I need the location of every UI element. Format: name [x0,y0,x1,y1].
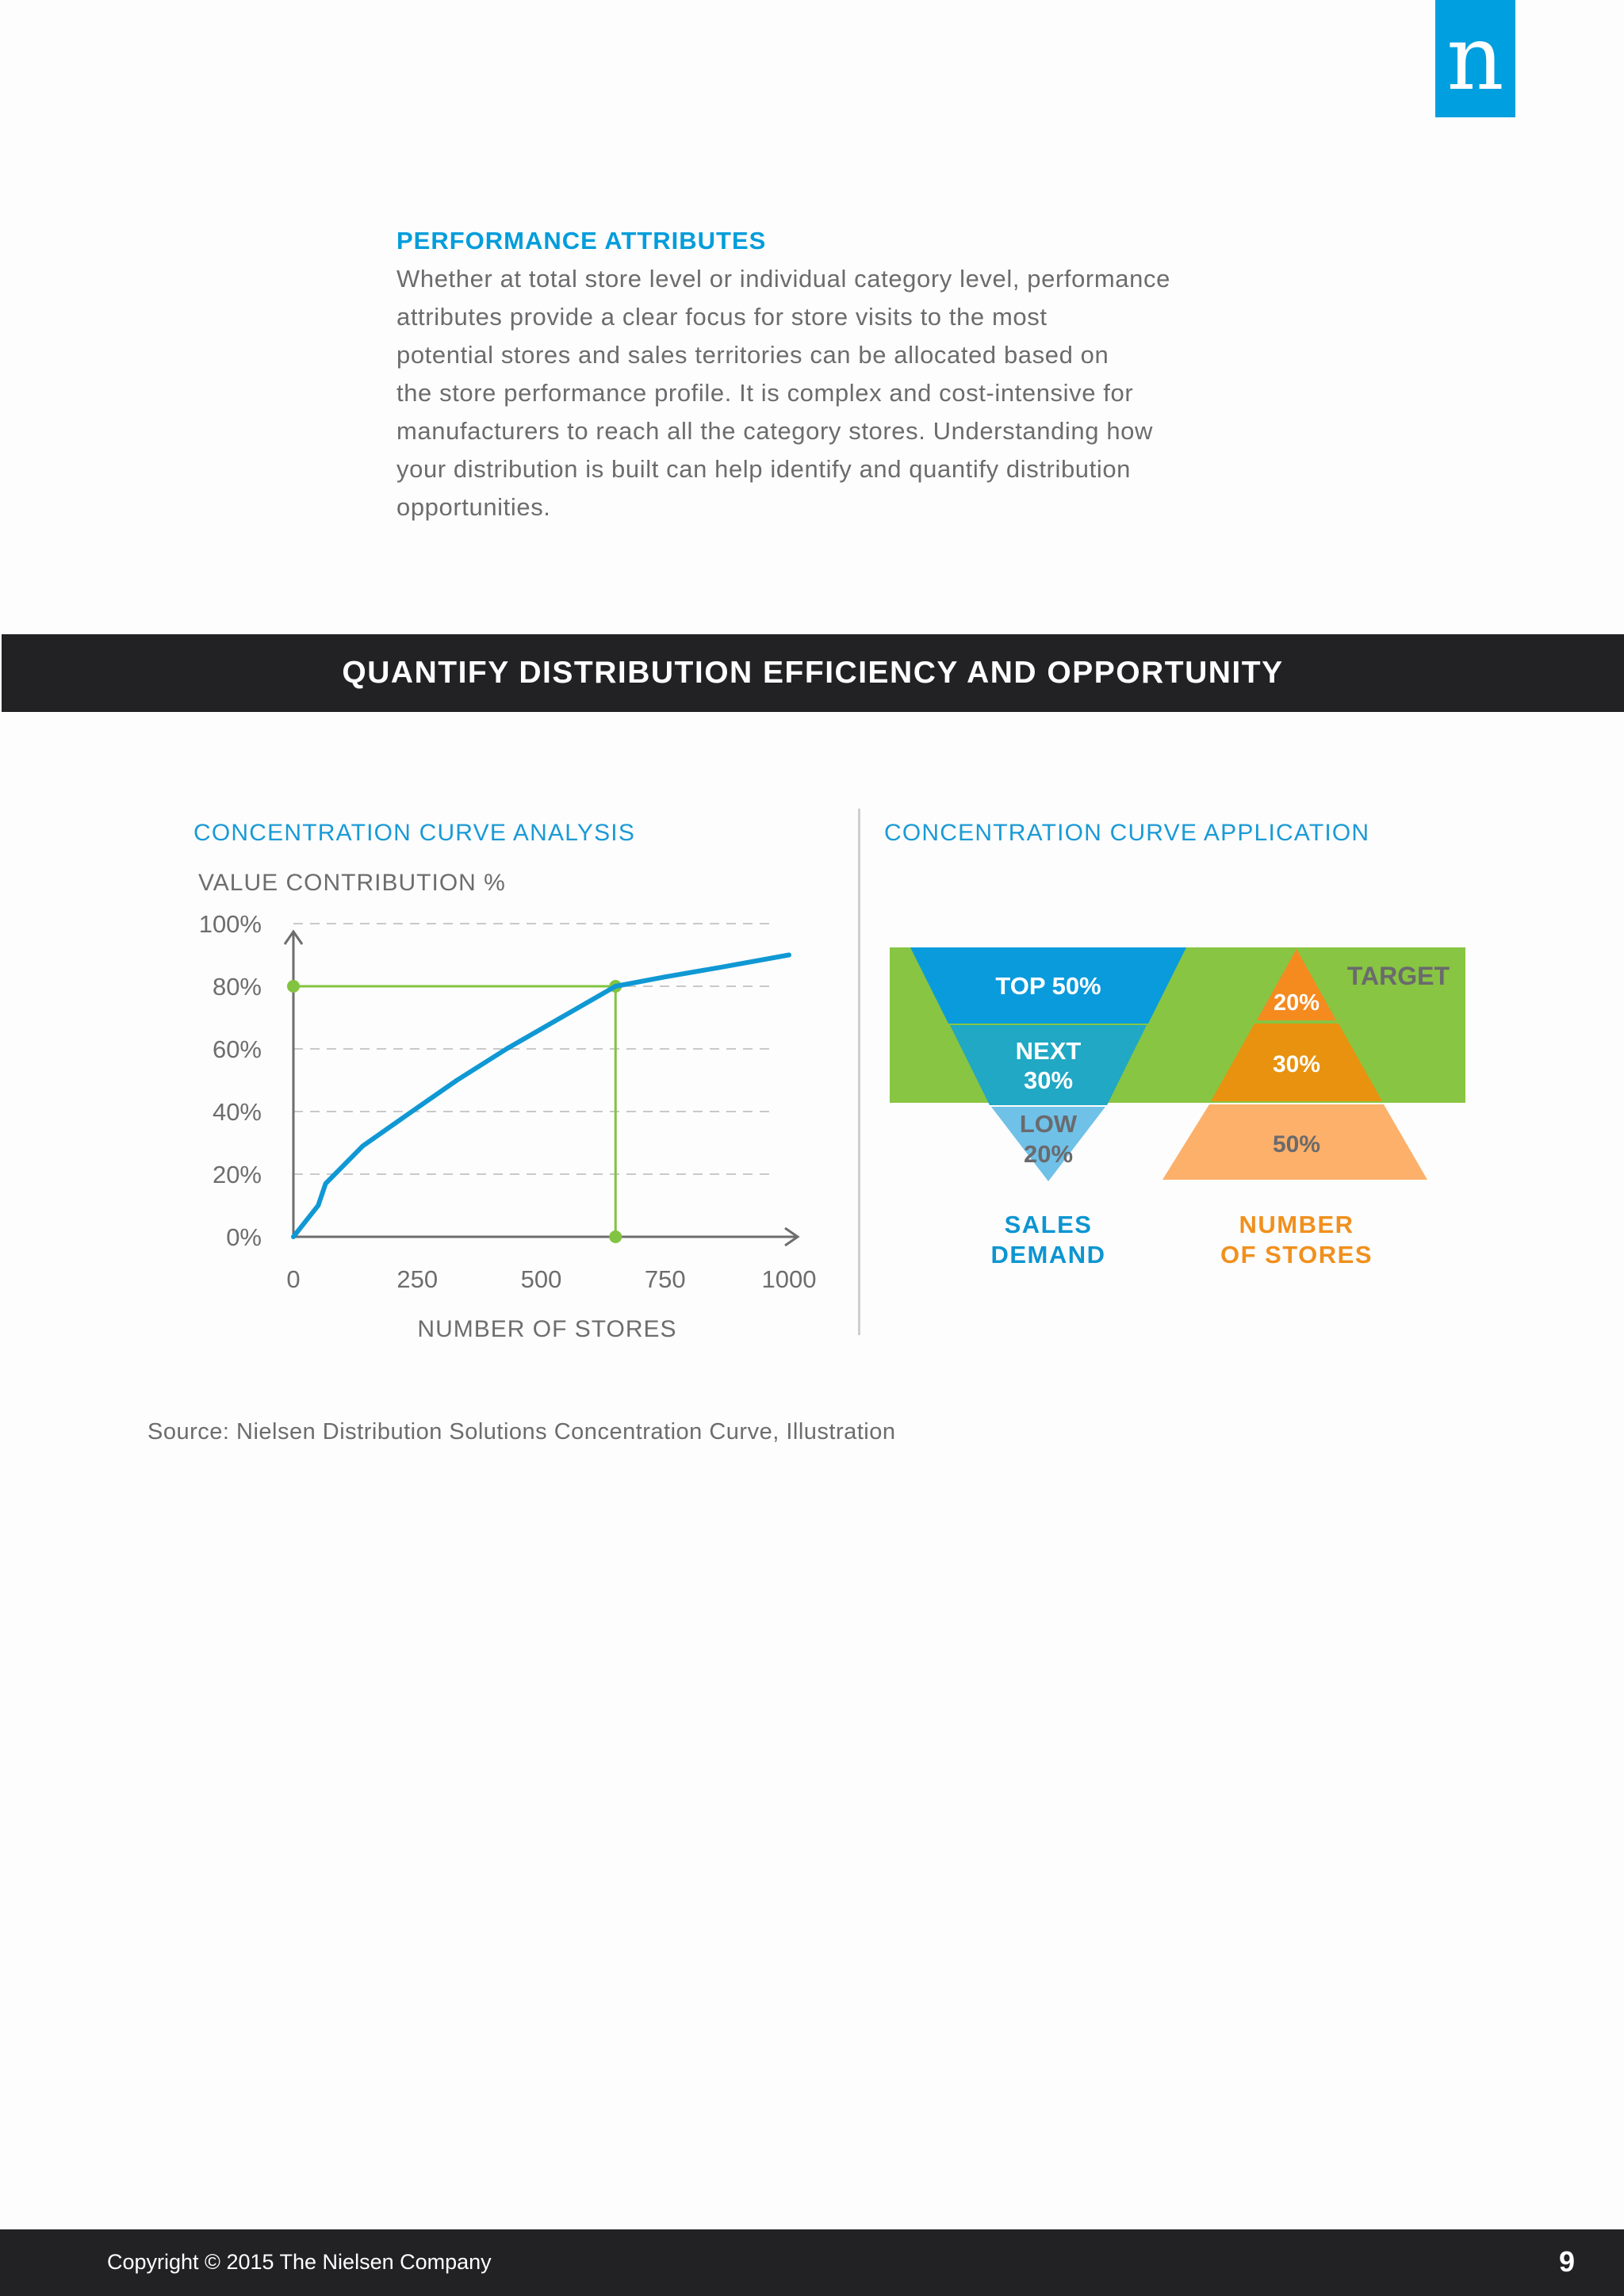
x-tick-label: 1000 [761,1265,817,1293]
target-label: TARGET [1346,962,1450,990]
nielsen-logo: n [1435,0,1515,117]
reference-point-y-axis [287,980,300,993]
y-axis-label: VALUE CONTRIBUTION % [198,870,506,896]
panel-divider [858,809,860,1335]
x-tick-label: 500 [520,1265,562,1293]
left-panel-title: CONCENTRATION CURVE ANALYSIS [193,820,636,846]
concentration-curve-line [293,955,789,1238]
stores-top-value: 20% [1273,990,1320,1016]
stores-low-value: 50% [1272,1131,1321,1158]
y-tick-label: 80% [212,973,262,1001]
number-label: NUMBER [1239,1211,1354,1238]
demand-top-label: TOP 50% [995,972,1101,1000]
source-note: Source: Nielsen Distribution Solutions Concentration Curve, Illustration [147,1419,896,1445]
right-panel-title: CONCENTRATION CURVE APPLICATION [884,820,1370,846]
y-tick-label: 0% [226,1223,262,1251]
demand-label: DEMAND [990,1241,1106,1269]
reference-point-x-axis [609,1230,622,1243]
y-tick-label: 20% [212,1161,262,1188]
x-axis-label: NUMBER OF STORES [417,1316,677,1342]
section-banner: QUANTIFY DISTRIBUTION EFFICIENCY AND OPPORTUNITY [2,634,1624,712]
x-tick-label: 250 [396,1265,439,1293]
concentration-curve-application-diagram [872,928,1491,1292]
paragraph-line: potential stores and sales territories can be allocated based on [396,341,1109,369]
of-stores-label: OF STORES [1220,1241,1373,1269]
demand-next-value: 30% [1023,1066,1074,1094]
concentration-curve-chart [0,0,856,1364]
y-tick-label: 40% [212,1098,262,1126]
x-tick-label: 750 [644,1265,686,1293]
paragraph-line: opportunities. [396,493,551,521]
demand-next-label: NEXT [1015,1037,1082,1065]
paragraph-line: your distribution is built can help identify and quantify distribution [396,455,1132,483]
copyright-text: Copyright © 2015 The Nielsen Company [107,2250,492,2274]
demand-low-label: LOW [1019,1110,1078,1138]
paragraph-line: manufacturers to reach all the category stores. Understanding how [396,417,1153,445]
page-number: 9 [1558,2245,1575,2278]
y-tick-label: 60% [212,1035,262,1063]
section-heading: PERFORMANCE ATTRIBUTES [396,227,767,254]
paragraph-line: Whether at total store level or individual category level, performance [396,265,1170,293]
demand-low-value: 20% [1023,1140,1074,1168]
x-tick-label: 0 [286,1265,301,1293]
sales-label: SALES [1004,1211,1093,1238]
stores-mid-value: 30% [1272,1051,1321,1077]
y-tick-label: 100% [198,910,262,938]
paragraph-line: the store performance profile. It is complex and cost-intensive for [396,379,1134,407]
page-footer [0,2229,1624,2296]
paragraph-line: attributes provide a clear focus for store visits to the most [396,303,1048,331]
